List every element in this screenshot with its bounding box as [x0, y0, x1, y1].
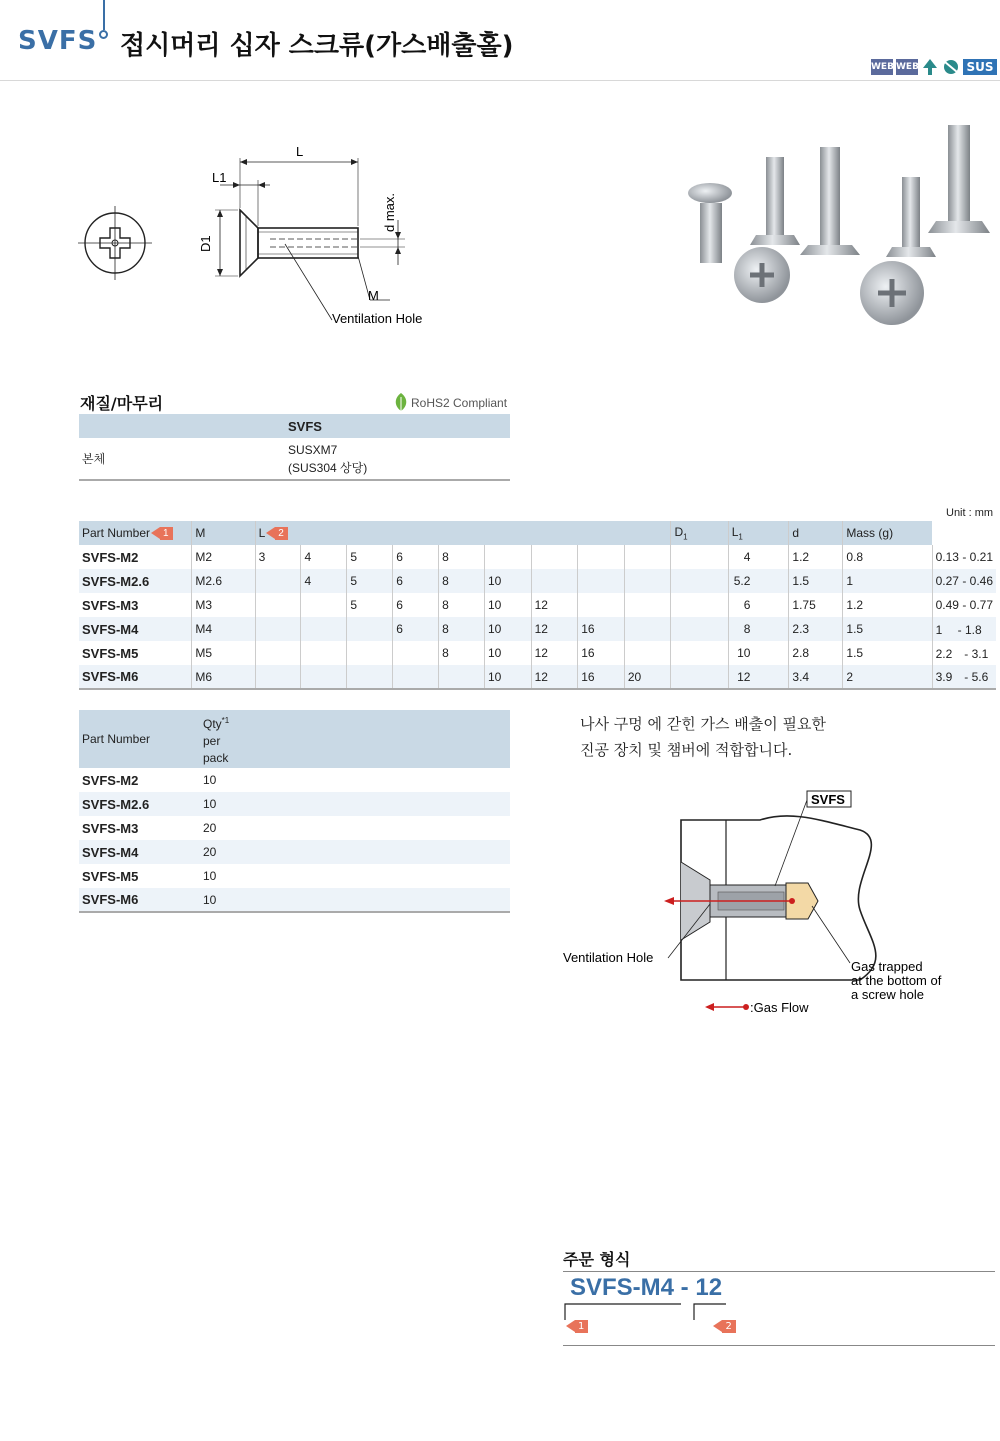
spec-l-cell: [347, 617, 393, 641]
spec-l-cell: [624, 545, 671, 569]
header-accent-line: [103, 0, 105, 30]
page-title: 접시머리 십자 스크류(가스배출홀): [120, 31, 514, 61]
spec-l-cell: 10: [484, 641, 531, 665]
spec-l-cell: [255, 593, 301, 617]
spec-l-cell: 8: [439, 569, 485, 593]
spec-d1: 12: [728, 665, 789, 689]
spec-l-cell: [671, 545, 728, 569]
spec-l-cell: 16: [578, 641, 625, 665]
spec-mass: 0.49 - 0.77: [932, 593, 996, 617]
spec-l-cell: [531, 569, 578, 593]
order-callout-lines: [563, 1300, 733, 1336]
pack-qty: 20: [200, 840, 510, 864]
spec-l-cell: [255, 641, 301, 665]
spec-l-cell: 4: [301, 545, 347, 569]
spec-row: [79, 569, 996, 593]
spec-mass: 2.2 - 3.1: [932, 641, 996, 665]
web-badge-2: WEB: [896, 59, 918, 75]
pack-header-part: Part Number: [79, 710, 200, 768]
diagram-svfs-label: SVFS: [811, 792, 845, 807]
order-example: [570, 1274, 722, 1302]
spec-l-cell: [347, 665, 393, 689]
spec-l-cell: [301, 593, 347, 617]
spec-part-number: SVFS-M6: [79, 665, 192, 689]
material-value: [285, 438, 510, 480]
pack-row: [79, 816, 510, 840]
product-description: [580, 711, 980, 763]
gas-flow-legend: :Gas Flow: [750, 1000, 809, 1015]
spec-l-cell: [531, 545, 578, 569]
spec-l-cell: 8: [439, 641, 485, 665]
pack-qty: 10: [200, 792, 510, 816]
spec-l-cell: [624, 569, 671, 593]
spec-l-cell: 12: [531, 641, 578, 665]
pack-qty: 20: [203, 821, 217, 835]
spec-l-cell: [671, 641, 728, 665]
spec-m: M6: [192, 665, 255, 689]
spec-l-cell: 6: [393, 569, 439, 593]
description-line1: 나사 구멍 에 갇힌 가스 배출이 필요한: [580, 715, 826, 733]
spec-l-cell: [301, 665, 347, 689]
header-accent-dot: [99, 30, 108, 39]
dim-dmax-label: d max.: [382, 192, 397, 232]
spec-l-cell: 10: [484, 593, 531, 617]
spec-l1: 3.4: [789, 665, 843, 689]
dim-m-label: M: [368, 288, 379, 303]
spec-part-number: SVFS-M2.6: [79, 569, 192, 593]
spec-l-cell: [624, 641, 671, 665]
spec-l-cell: 6: [393, 617, 439, 641]
spec-d: 1.5: [843, 641, 932, 665]
spec-l-cell: [255, 665, 301, 689]
dim-l-label: L: [296, 144, 304, 159]
unit-label: Unit : mm: [946, 507, 994, 519]
gas-flow-diagram: [560, 780, 980, 1030]
spec-l-cell: [671, 593, 728, 617]
pack-row: [79, 888, 510, 912]
spec-l-cell: 8: [439, 545, 485, 569]
header-divider: [0, 80, 1000, 81]
spec-l-cell: 20: [624, 665, 671, 689]
tree-icon: [921, 58, 939, 76]
diagram-gas-label-2: at the bottom of: [851, 973, 942, 988]
order-rule-top: [563, 1271, 995, 1272]
order-tag-2: 2: [722, 1320, 735, 1333]
rohs-label: RoHS2 Compliant: [411, 396, 508, 410]
spec-header-l1: $L_1$: [728, 521, 789, 545]
description-line2: 진공 장치 및 챔버에 적합합니다.: [580, 741, 793, 759]
material-col-header: SVFS: [285, 414, 510, 438]
spec-l-cell: 3: [255, 545, 301, 569]
spec-row: [79, 665, 996, 689]
material-value-line1: SUSXM7: [288, 442, 338, 457]
spec-header-m: M: [192, 521, 255, 545]
spec-l1: 2.3: [789, 617, 843, 641]
spec-l1: 1.5: [789, 569, 843, 593]
pack-qty: 10: [200, 888, 510, 912]
spec-l-cell: 5: [347, 593, 393, 617]
spec-d: 2: [843, 665, 932, 689]
material-header-blank: [79, 414, 285, 438]
spec-m: M5: [192, 641, 255, 665]
spec-m: M4: [192, 617, 255, 641]
spec-l-cell: [255, 617, 301, 641]
tag-1: 1: [160, 527, 173, 540]
spec-l-cell: [671, 665, 728, 689]
spec-l-cell: 10: [484, 617, 531, 641]
spec-l-cell: [578, 593, 625, 617]
spec-l-cell: [624, 617, 671, 641]
pack-row: [79, 840, 510, 864]
spec-l-cell: [255, 569, 301, 593]
spec-l-cell: 5: [347, 545, 393, 569]
spec-mass: 0.27 - 0.46: [932, 569, 996, 593]
order-part: SVFS-M4: [570, 1274, 675, 1301]
pack-part-number: SVFS-M3: [82, 820, 139, 836]
spec-d1: 10: [728, 641, 789, 665]
order-format-title: 주문 형식: [563, 1250, 631, 1269]
product-photo: [680, 115, 1000, 335]
spec-d1: 5.2: [728, 569, 789, 593]
spec-d1: 8: [728, 617, 789, 641]
order-rule-bottom: [563, 1345, 995, 1346]
pack-qty: 10: [203, 773, 217, 787]
pack-qty: 10: [203, 869, 217, 883]
spec-header-d: d: [789, 521, 843, 545]
spec-row: [79, 617, 996, 641]
spec-m: M2: [192, 545, 255, 569]
spec-l-cell: [301, 641, 347, 665]
spec-d: 1: [843, 569, 932, 593]
pack-part-number: SVFS-M6: [79, 888, 200, 912]
dim-d1-label: D1: [198, 235, 213, 252]
spec-header-mass: Mass (g): [843, 521, 932, 545]
spec-l-cell: [347, 641, 393, 665]
spec-l-cell: 8: [439, 617, 485, 641]
spec-header-part: Part Number 1: [79, 521, 192, 545]
spec-l-cell: 12: [531, 617, 578, 641]
spec-d: 1.2: [843, 593, 932, 617]
material-row-label: 본체: [79, 438, 285, 480]
spec-l-cell: [624, 593, 671, 617]
spec-d1: 4: [728, 545, 789, 569]
pack-header-qty: Qty$^{*1}$ per pack: [200, 710, 510, 768]
spec-row: [79, 593, 996, 617]
pack-row: [79, 864, 510, 888]
spec-l-cell: [439, 665, 485, 689]
spec-l-cell: 4: [301, 569, 347, 593]
dim-l1-label: L1: [212, 170, 227, 185]
spec-l-cell: [578, 545, 625, 569]
diagram-vent-label: Ventilation Hole: [563, 950, 654, 965]
spec-l-cell: 10: [484, 665, 531, 689]
spec-mass: 1 - 1.8: [932, 617, 996, 641]
spec-l-cell: 10: [484, 569, 531, 593]
spec-row: [79, 545, 996, 569]
spec-l-cell: 6: [393, 593, 439, 617]
diagram-gas-label-1: Gas trapped: [851, 959, 923, 974]
vacuum-icon: [941, 58, 961, 76]
spec-l-cell: 16: [578, 617, 625, 641]
spec-m: M2.6: [192, 569, 255, 593]
spec-l-cell: 16: [578, 665, 625, 689]
diagram-gas-label-3: a screw hole: [851, 987, 924, 1002]
spec-l-cell: 5: [347, 569, 393, 593]
spec-d: 0.8: [843, 545, 932, 569]
leaf-icon: [393, 392, 409, 412]
tag-2: 2: [275, 527, 288, 540]
web-badge: WEB: [871, 59, 893, 75]
spec-l-cell: [393, 641, 439, 665]
spec-l-cell: [301, 617, 347, 641]
spec-row: [79, 641, 996, 665]
spec-l1: 1.75: [789, 593, 843, 617]
spec-part-number: SVFS-M5: [82, 645, 139, 661]
spec-l1: 1.2: [789, 545, 843, 569]
spec-l-cell: [484, 545, 531, 569]
pack-row: [79, 792, 510, 816]
screw-dimension-drawing: [70, 140, 460, 340]
spec-header-l: L 2: [255, 521, 671, 545]
spec-part-number: SVFS-M2: [82, 549, 139, 565]
spec-l-cell: 12: [531, 665, 578, 689]
sus-badge: SUS: [963, 59, 997, 75]
spec-part-number: SVFS-M3: [82, 597, 139, 613]
spec-l-cell: 6: [393, 545, 439, 569]
pack-row: [79, 768, 510, 792]
spec-l-cell: 12: [531, 593, 578, 617]
spec-part-number: SVFS-M4: [79, 617, 192, 641]
pack-part-number: SVFS-M2.6: [79, 792, 200, 816]
pack-part-number: SVFS-M5: [82, 868, 139, 884]
spec-l-cell: [671, 617, 728, 641]
spec-l-cell: [393, 665, 439, 689]
order-length: 12: [695, 1274, 723, 1301]
spec-header-d1: $D_1$: [671, 521, 728, 545]
spec-d: 1.5: [843, 617, 932, 641]
spec-l-cell: [578, 569, 625, 593]
order-separator: -: [674, 1274, 696, 1301]
spec-l1: 2.8: [789, 641, 843, 665]
pack-part-number: SVFS-M2: [82, 772, 139, 788]
spec-m: M3: [192, 593, 255, 617]
material-value-line2: (SUS304 상당): [288, 460, 368, 475]
order-tag-1: 1: [575, 1320, 588, 1333]
spec-d1: 6: [728, 593, 789, 617]
pack-table: [79, 710, 510, 913]
spec-l-cell: [671, 569, 728, 593]
material-section-title: 재질/마무리: [80, 394, 164, 413]
spec-table: [79, 521, 996, 690]
spec-mass: 0.13 - 0.21: [932, 545, 996, 569]
spec-l-cell: 8: [439, 593, 485, 617]
pack-part-number: SVFS-M4: [79, 840, 200, 864]
vent-hole-label: Ventilation Hole: [332, 311, 423, 326]
material-table: [79, 414, 510, 481]
spec-mass: 3.9 - 5.6: [932, 665, 996, 689]
product-code: SVFS: [18, 26, 98, 56]
